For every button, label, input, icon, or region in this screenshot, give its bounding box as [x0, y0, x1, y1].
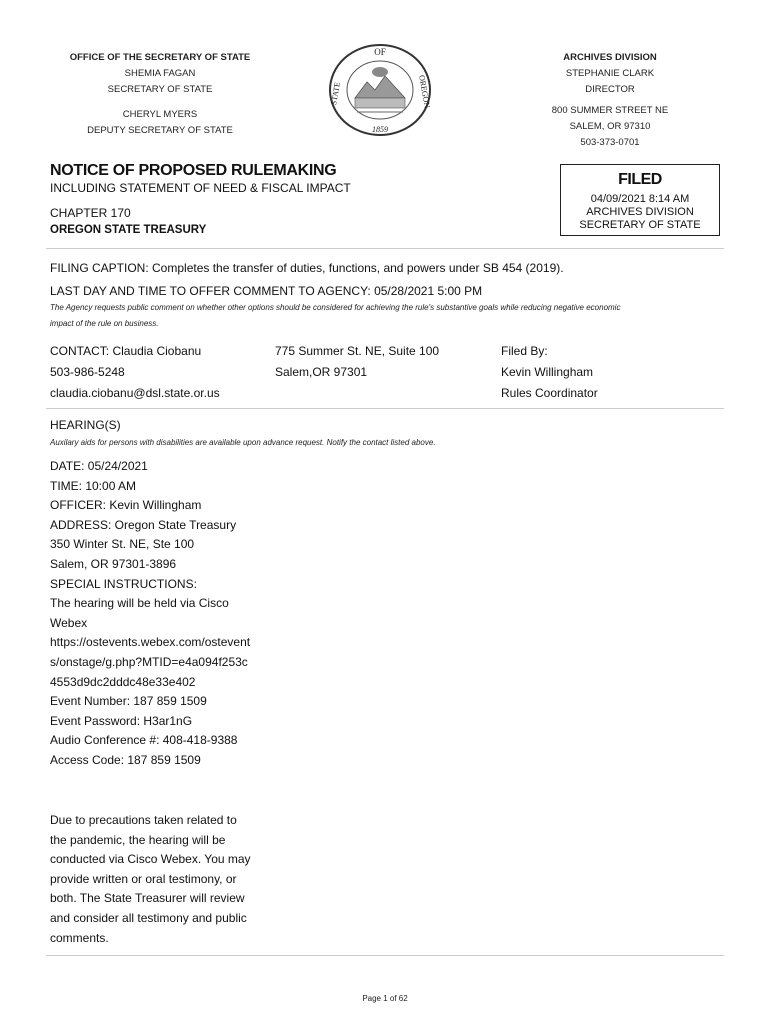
- filed-title: FILED: [618, 171, 662, 188]
- secretary-title: SECRETARY OF STATE: [107, 84, 213, 95]
- hearing-line: DATE: 05/24/2021: [50, 459, 148, 473]
- paragraph-line: comments.: [50, 930, 109, 945]
- hearing-url[interactable]: 4553d9dc2dddc48e33e402: [50, 674, 196, 689]
- filed-office: SECRETARY OF STATE: [579, 219, 701, 231]
- paragraph-line: provide written or oral testimony, or: [50, 871, 237, 886]
- office-name: OFFICE OF THE SECRETARY OF STATE: [69, 52, 251, 63]
- contact-column: [50, 341, 220, 404]
- filed-by-name: Kevin Willingham: [501, 365, 594, 379]
- secretary-of-state-header: [55, 50, 265, 139]
- contact-address-column: [275, 341, 439, 383]
- hearing-line: Webex: [50, 615, 88, 630]
- agency-request-line: The Agency requests public comment on whether other options should be considered for achieving the rule's substantive goals while reducing negative economic: [50, 303, 621, 312]
- address-line2: SALEM, OR 97310: [569, 121, 651, 132]
- agency-request: [50, 300, 730, 332]
- paragraph-line: the pandemic, the hearing will be: [50, 832, 226, 847]
- archives-division-header: [515, 50, 705, 151]
- filed-datetime: 04/09/2021 8:14 AM: [590, 193, 690, 205]
- filed-by-column: [501, 341, 598, 404]
- agency-name: OREGON STATE TREASURY: [50, 224, 207, 236]
- page-number: Page 1 of 62: [362, 994, 408, 1003]
- deputy-name: CHERYL MYERS: [122, 109, 198, 120]
- filed-stamp: [560, 164, 720, 236]
- oregon-state-seal: [325, 42, 435, 138]
- hearing-line: Salem, OR 97301-3896: [50, 556, 177, 571]
- paragraph-line: conducted via Cisco Webex. You may: [50, 852, 251, 867]
- hearing-line: SPECIAL INSTRUCTIONS:: [50, 576, 197, 591]
- contact-name: CONTACT: Claudia Ciobanu: [50, 344, 202, 358]
- paragraph-line: Due to precautions taken related to: [50, 813, 237, 827]
- divider: [46, 248, 724, 249]
- hearings-heading: HEARING(S): [50, 418, 121, 432]
- contact-city: Salem,OR 97301: [275, 365, 368, 379]
- deputy-title: DEPUTY SECRETARY OF STATE: [87, 125, 233, 136]
- contact-phone: 503-986-5248: [50, 365, 125, 379]
- division-phone: 503-373-0701: [580, 137, 640, 148]
- secretary-name: SHEMIA FAGAN: [124, 68, 196, 79]
- agency-request-line: impact of the rule on business.: [50, 319, 159, 328]
- hearing-line: 350 Winter St. NE, Ste 100: [50, 537, 195, 552]
- hearing-line: Audio Conference #: 408-418-9388: [50, 733, 238, 748]
- notice-title: NOTICE OF PROPOSED RULEMAKING: [50, 162, 337, 179]
- paragraph-line: both. The State Treasurer will review: [50, 891, 245, 906]
- hearing-line: Access Code: 187 859 1509: [50, 752, 201, 767]
- seal-right-text: OREGON: [417, 74, 432, 109]
- contact-street: 775 Summer St. NE, Suite 100: [275, 344, 440, 358]
- divider: [46, 408, 724, 409]
- paragraph-line: and consider all testimony and public: [50, 910, 247, 925]
- hearing-line: Event Password: H3ar1nG: [50, 713, 193, 728]
- contact-email: claudia.ciobanu@dsl.state.or.us: [50, 386, 220, 400]
- divider: [46, 955, 724, 956]
- hearing-paragraph: [50, 811, 280, 948]
- director-name: STEPHANIE CLARK: [565, 68, 655, 79]
- hearing-line: OFFICER: Kevin Willingham: [50, 498, 202, 513]
- filed-by-title: Rules Coordinator: [501, 386, 598, 400]
- seal-left-text: STATE: [329, 81, 342, 106]
- hearing-line: Event Number: 187 859 1509: [50, 694, 207, 709]
- hearing-line: ADDRESS: Oregon State Treasury: [50, 517, 237, 532]
- division-name: ARCHIVES DIVISION: [563, 52, 657, 63]
- filed-by-label: Filed By:: [501, 344, 548, 358]
- hearing-line: TIME: 10:00 AM: [50, 478, 137, 493]
- hearings-note: Auxilary aids for persons with disabilities are available upon advance request. Notify the contact listed above.: [50, 438, 436, 447]
- notice-subtitle: INCLUDING STATEMENT OF NEED & FISCAL IMPACT: [50, 181, 351, 195]
- director-title: DIRECTOR: [585, 84, 635, 95]
- chapter-number: CHAPTER 170: [50, 206, 131, 220]
- last-day-comment: LAST DAY AND TIME TO OFFER COMMENT TO AGENCY: 05/28/2021 5:00 PM: [50, 284, 483, 298]
- hearing-url[interactable]: https://ostevents.webex.com/ostevent: [50, 635, 251, 650]
- hearing-line: The hearing will be held via Cisco: [50, 596, 229, 611]
- filing-caption: FILING CAPTION: Completes the transfer of duties, functions, and powers under SB 454 (2019).: [50, 261, 564, 275]
- filed-division: ARCHIVES DIVISION: [586, 206, 694, 218]
- address-line1: 800 SUMMER STREET NE: [551, 105, 669, 116]
- seal-top-text: OF: [374, 47, 386, 57]
- hearing-details: [50, 457, 280, 771]
- seal-year: 1859: [372, 125, 388, 134]
- hearing-url[interactable]: s/onstage/g.php?MTID=e4a094f253c: [50, 654, 248, 669]
